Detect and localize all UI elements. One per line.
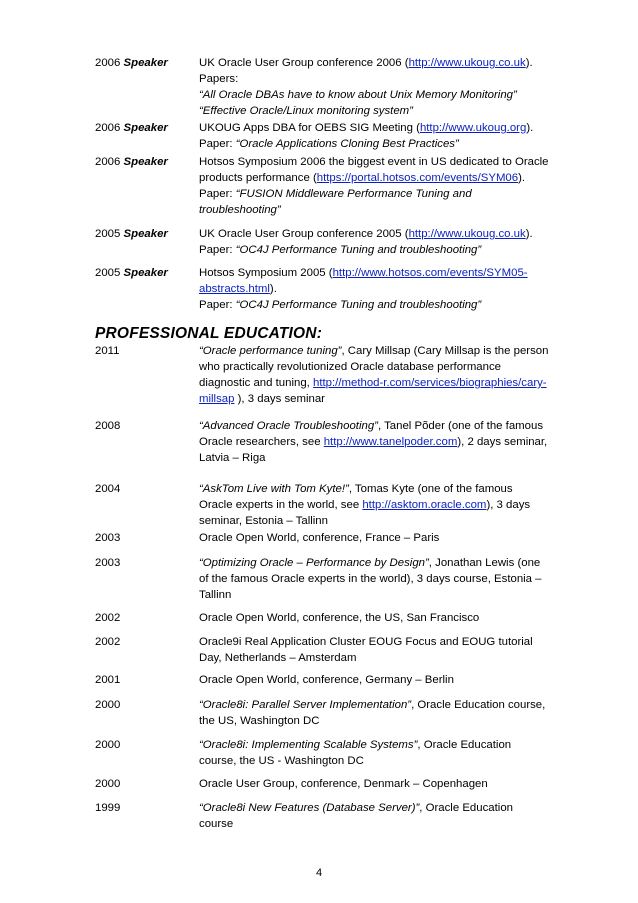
italic-title: “OC4J Performance Tuning and troubleshooting” xyxy=(235,299,482,311)
entry-description xyxy=(199,154,571,218)
entry-text: Oracle9i Real Application Cluster EOUG Focus and EOUG tutorial xyxy=(199,636,533,648)
entry-text: ), 3 days xyxy=(486,499,531,511)
entry-line xyxy=(199,530,571,546)
entry-year: 2006 xyxy=(95,156,121,168)
entry-line xyxy=(199,87,571,103)
entry-text: course xyxy=(199,818,234,830)
entry-line xyxy=(199,186,571,202)
entry-text: , Tomas Kyte (one of the famous xyxy=(348,483,513,495)
entry-year: 1999 xyxy=(95,802,121,814)
url-link[interactable]: http://asktom.oracle.com xyxy=(362,499,487,511)
entry-line xyxy=(199,513,571,529)
entry-year-cell xyxy=(95,343,195,359)
entry-line xyxy=(199,571,571,587)
entry-text: Oracle Open World, conference, the US, San Francisco xyxy=(199,612,480,624)
entry-role: Speaker xyxy=(123,228,168,240)
entry-description xyxy=(199,737,571,769)
entry-year: 2000 xyxy=(95,739,121,751)
entry-year-cell xyxy=(95,530,195,546)
entry-line xyxy=(199,697,571,713)
italic-title: “AskTom Live with Tom Kyte!” xyxy=(199,483,349,495)
entry-year: 2000 xyxy=(95,778,121,790)
entry-line xyxy=(199,170,571,186)
entry-year: 2003 xyxy=(95,557,121,569)
entry-year: 2006 xyxy=(95,122,121,134)
entry-line xyxy=(199,555,571,571)
entry-line xyxy=(199,343,571,359)
entry-description xyxy=(199,530,571,546)
entry-line xyxy=(199,776,571,792)
entry-year: 2005 xyxy=(95,267,121,279)
entry-text: ). xyxy=(525,228,533,240)
italic-title: “OC4J Performance Tuning and troubleshooting” xyxy=(235,244,482,256)
entry-year: 2006 xyxy=(95,57,121,69)
url-link[interactable]: https://portal.hotsos.com/events/SYM06 xyxy=(316,172,519,184)
entry-text: ). xyxy=(525,57,533,69)
entry-text: Paper: xyxy=(199,244,236,256)
entry-year: 2002 xyxy=(95,636,121,648)
entry-line xyxy=(199,375,571,391)
entry-description xyxy=(199,418,571,466)
entry-line xyxy=(199,737,571,753)
entry-description xyxy=(199,672,571,688)
entry-text: Tallinn xyxy=(199,589,232,601)
entry-role: Speaker xyxy=(123,156,168,168)
entry-line xyxy=(199,610,571,626)
entry-description xyxy=(199,120,571,152)
entry-description xyxy=(199,343,571,407)
entry-line xyxy=(199,587,571,603)
entry-text: UKOUG Apps DBA for OEBS SIG Meeting ( xyxy=(199,122,420,134)
entry-line xyxy=(199,450,571,466)
entry-description xyxy=(199,800,571,832)
italic-title: “Effective Oracle/Linux monitoring system” xyxy=(199,105,413,117)
entry-text: Oracle Open World, conference, Germany – Berlin xyxy=(199,674,454,686)
entry-text: , Oracle Education course, xyxy=(411,699,546,711)
entry-line xyxy=(199,226,571,242)
italic-title: “All Oracle DBAs have to know about Unix Memory Monitoring” xyxy=(199,89,517,101)
entry-description xyxy=(199,610,571,626)
entry-year: 2002 xyxy=(95,612,121,624)
entry-role: Speaker xyxy=(123,57,168,69)
entry-text: Hotsos Symposium 2005 ( xyxy=(199,267,333,279)
entry-line xyxy=(199,650,571,666)
entry-text: who practically revolutionized Oracle database performance xyxy=(199,361,502,373)
entry-text: diagnostic and tuning, xyxy=(199,377,313,389)
entry-text: Oracle User Group, conference, Denmark – Copenhagen xyxy=(199,778,488,790)
entry-text: Oracle Open World, conference, France – Paris xyxy=(199,532,440,544)
entry-year-cell xyxy=(95,610,195,626)
entry-line xyxy=(199,136,571,152)
entry-description xyxy=(199,481,571,529)
italic-title: “Oracle8i: Parallel Server Implementation” xyxy=(199,699,412,711)
entry-line xyxy=(199,265,571,281)
entry-text: seminar, Estonia – Tallinn xyxy=(199,515,328,527)
entry-text: Hotsos Symposium 2006 the biggest event in US dedicated to Oracle xyxy=(199,156,549,168)
italic-title: “Oracle performance tuning” xyxy=(199,345,342,357)
entry-text: Day, Netherlands – Amsterdam xyxy=(199,652,357,664)
entry-line xyxy=(199,418,571,434)
entry-year: 2004 xyxy=(95,483,121,495)
entry-line xyxy=(199,434,571,450)
entry-text: ). xyxy=(269,283,277,295)
entry-text: UK Oracle User Group conference 2005 ( xyxy=(199,228,409,240)
entry-line xyxy=(199,242,571,258)
url-link[interactable]: http://www.ukoug.org xyxy=(419,122,527,134)
entry-year: 2003 xyxy=(95,532,121,544)
entry-text: , Jonathan Lewis (one xyxy=(428,557,541,569)
entry-text: Papers: xyxy=(199,73,239,85)
entry-line xyxy=(199,816,571,832)
entry-line xyxy=(199,359,571,375)
entry-year: 2000 xyxy=(95,699,121,711)
entry-year: 2001 xyxy=(95,674,121,686)
entry-text: Paper: xyxy=(199,188,236,200)
entry-year-cell xyxy=(95,672,195,688)
entry-year-cell xyxy=(95,555,195,571)
entry-text: Oracle researchers, see xyxy=(199,436,324,448)
italic-title: “Optimizing Oracle – Performance by Design” xyxy=(199,557,429,569)
italic-title: “FUSION Middleware Performance Tuning and xyxy=(235,188,472,200)
entry-line xyxy=(199,120,571,136)
entry-text: ). xyxy=(518,172,526,184)
entry-line xyxy=(199,55,571,71)
entry-year-cell xyxy=(95,265,195,281)
entry-line xyxy=(199,497,571,513)
entry-year-cell xyxy=(95,737,195,753)
url-link[interactable]: http://www.ukoug.co.uk xyxy=(408,57,526,69)
entry-year: 2005 xyxy=(95,228,121,240)
entry-description xyxy=(199,265,571,313)
entry-line xyxy=(199,103,571,119)
italic-title: “Oracle8i: Implementing Scalable Systems” xyxy=(199,739,418,751)
entry-text: , Cary Millsap (Cary Millsap is the person xyxy=(341,345,549,357)
entry-role: Speaker xyxy=(123,122,168,134)
entry-text: Latvia – Riga xyxy=(199,452,266,464)
entry-text: , Tanel Põder (one of the famous xyxy=(377,420,544,432)
italic-title: “Oracle Applications Cloning Best Practices” xyxy=(235,138,459,150)
entry-line xyxy=(199,202,571,218)
entry-year-cell xyxy=(95,154,195,170)
entry-year: 2011 xyxy=(95,345,120,357)
entry-year-cell xyxy=(95,634,195,650)
entry-year-cell xyxy=(95,226,195,242)
entry-role: Speaker xyxy=(123,267,168,279)
entry-text: , Oracle Education xyxy=(417,739,512,751)
entry-text: UK Oracle User Group conference 2006 ( xyxy=(199,57,409,69)
education-heading: PROFESSIONAL EDUCATION: xyxy=(95,325,323,342)
entry-text: of the famous Oracle experts in the world), 3 days course, Estonia – xyxy=(199,573,542,585)
entry-line xyxy=(199,481,571,497)
entry-text: Paper: xyxy=(199,299,236,311)
entry-year-cell xyxy=(95,697,195,713)
italic-title: “Advanced Oracle Troubleshooting” xyxy=(199,420,378,432)
entry-line xyxy=(199,672,571,688)
entry-year-cell xyxy=(95,481,195,497)
entry-line xyxy=(199,297,571,313)
entry-description xyxy=(199,697,571,729)
entry-line xyxy=(199,634,571,650)
url-link[interactable]: http://method-r.com/services/biographies/cary- xyxy=(313,377,547,389)
entry-line xyxy=(199,154,571,170)
entry-text: Paper: xyxy=(199,138,236,150)
url-link[interactable]: http://www.ukoug.co.uk xyxy=(408,228,526,240)
italic-title: “Oracle8i New Features (Database Server)” xyxy=(199,802,420,814)
entry-description xyxy=(199,555,571,603)
entry-text: Oracle experts in the world, see xyxy=(199,499,363,511)
page-number: 4 xyxy=(315,867,323,879)
entry-text: ), 2 days seminar, xyxy=(457,436,548,448)
entry-line xyxy=(199,713,571,729)
entry-line xyxy=(199,391,571,407)
entry-year-cell xyxy=(95,800,195,816)
italic-title: troubleshooting” xyxy=(199,204,281,216)
entry-description xyxy=(199,634,571,666)
url-link[interactable]: abstracts.html xyxy=(199,283,270,295)
url-link[interactable]: millsap xyxy=(199,393,235,405)
entry-description xyxy=(199,55,571,119)
entry-text: ). xyxy=(526,122,534,134)
entry-line xyxy=(199,753,571,769)
entry-text: course, the US - Washington DC xyxy=(199,755,364,767)
url-link[interactable]: http://www.hotsos.com/events/SYM05- xyxy=(332,267,528,279)
entry-line xyxy=(199,281,571,297)
entry-text: ), 3 days seminar xyxy=(234,393,325,405)
entry-line xyxy=(199,800,571,816)
entry-year-cell xyxy=(95,120,195,136)
entry-text: the US, Washington DC xyxy=(199,715,320,727)
entry-line xyxy=(199,71,571,87)
entry-year: 2008 xyxy=(95,420,121,432)
entry-description xyxy=(199,226,571,258)
entry-year-cell xyxy=(95,418,195,434)
entry-description xyxy=(199,776,571,792)
url-link[interactable]: http://www.tanelpoder.com xyxy=(323,436,458,448)
entry-text: products performance ( xyxy=(199,172,317,184)
entry-text: , Oracle Education xyxy=(419,802,514,814)
entry-year-cell xyxy=(95,776,195,792)
entry-year-cell xyxy=(95,55,195,71)
